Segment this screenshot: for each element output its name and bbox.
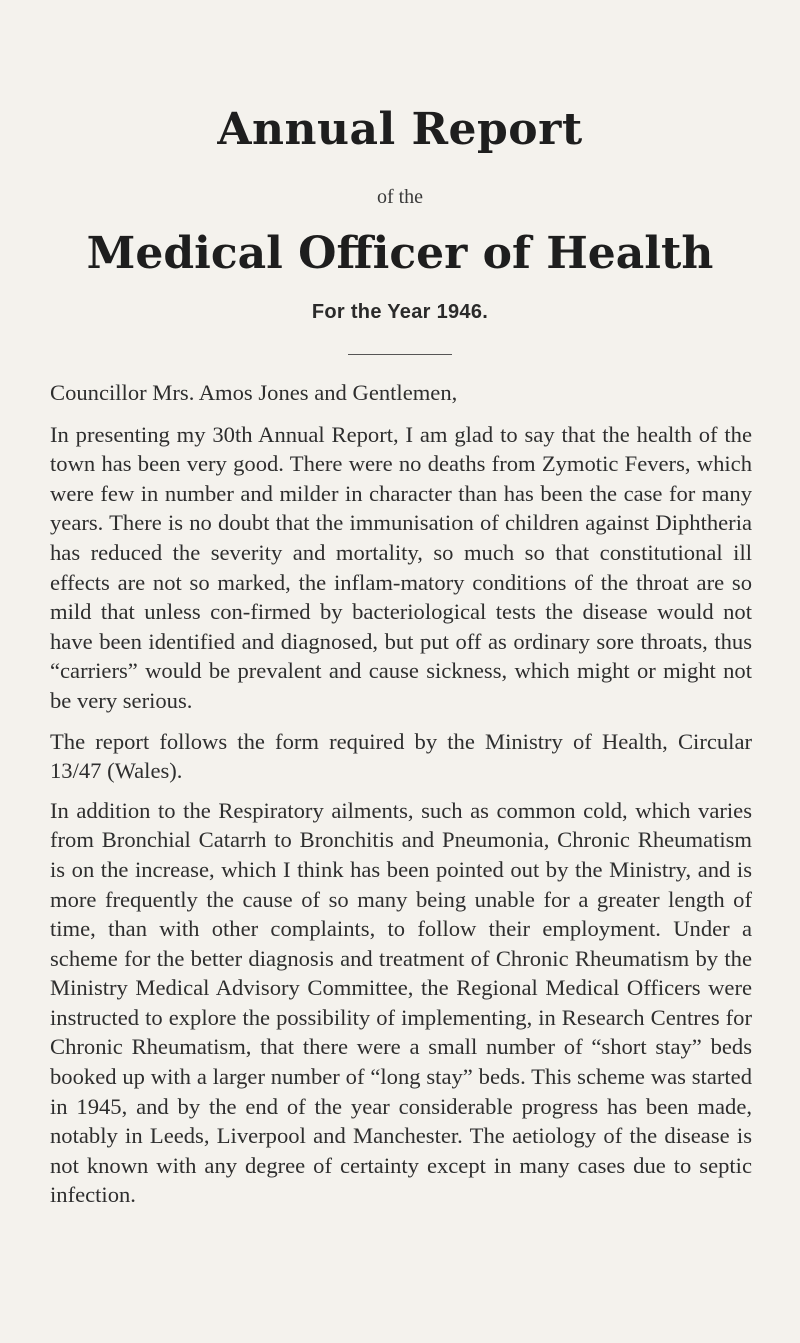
office-title: Medical Officer of Health — [86, 228, 714, 279]
report-body — [50, 378, 752, 1210]
paragraph-introduction: In presenting my 30th Annual Report, I am glad to say that the health of the town has been very good. There were no deaths from Zymotic Fevers, which were few in number and milder in character than has been the case for many years. There is no doubt that the immunisation of children against Diphtheria has reduced the severity and mortality, so much so that constitutional ill effects are not so marked, the inflam-matory conditions of the throat are so mild that unless con-firmed by bacteriological tests the disease would not have been identified and diagnosed, but put off as ordinary sore throats, thus “carriers” would be prevalent and cause sickness, which might or might not be very serious. — [50, 421, 752, 713]
salutation: Councillor Mrs. Amos Jones and Gentlemen, — [50, 380, 458, 405]
report-period: For the Year 1946. — [311, 301, 489, 323]
paragraph-rheumatism: In addition to the Respiratory ailments, such as common cold, which varies from Bronchial Catarrh to Bronchitis and Pneumonia, Chronic Rheumatism is on the increase, which I think has been pointed out by the Ministry, and is more frequently the cause of so many being unable for a greater length of time, than with other complaints, to follow their employment. Under a scheme for the better diagnosis and treatment of Chronic Rheumatism by the Ministry Medical Advisory Committee, the Regional Medical Officers were instructed to explore the possibility of implementing, in Research Centres for Chronic Rheumatism, that there were a small number of “short stay” beds booked up with a larger number of “long stay” beds. This scheme was started in 1945, and by the end of the year considerable progress has been made, notably in Leeds, Liverpool and Manchester. The aetiology of the disease is not known with any degree of certainty except in many cases due to septic infection. — [50, 797, 752, 1208]
report-subheading: of the — [376, 186, 424, 208]
paragraph-report-form: The report follows the form required by the Ministry of Health, Circular 13/47 (Wales). — [50, 728, 752, 784]
report-heading: Annual Report — [217, 104, 583, 155]
divider-rule — [348, 354, 452, 355]
